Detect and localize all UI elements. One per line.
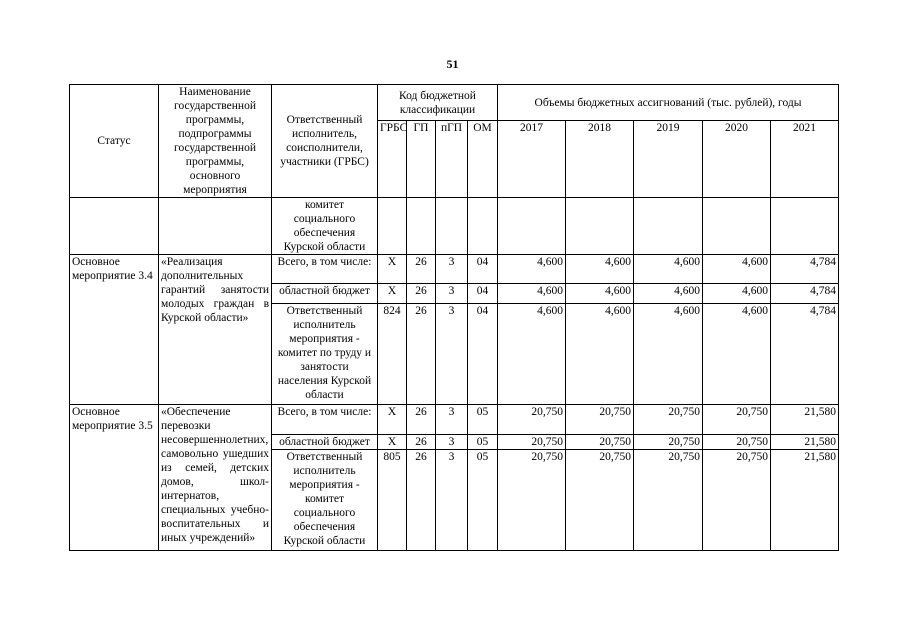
value-cell: 20,750 xyxy=(634,450,703,551)
value-cell: 21,580 xyxy=(771,450,839,551)
budget-table xyxy=(69,84,839,551)
code-gp-cell: 26 xyxy=(407,450,436,551)
value-cell: 21,580 xyxy=(771,435,839,450)
value-cell: 4,600 xyxy=(566,304,634,405)
header-year: 2020 xyxy=(703,121,771,198)
value-cell: 21,580 xyxy=(771,405,839,435)
executor-cell: комитет социального обеспечения Курской области xyxy=(272,198,378,255)
code-pgp-cell: 3 xyxy=(436,450,468,551)
code-pgp-cell: 3 xyxy=(436,255,468,284)
header-row-1 xyxy=(70,85,839,121)
header-code-group: Код бюджетной классификации xyxy=(378,85,498,121)
value-cell: 20,750 xyxy=(634,435,703,450)
value-cell: 20,750 xyxy=(703,450,771,551)
code-gp-cell: 26 xyxy=(407,435,436,450)
value-cell: 4,600 xyxy=(498,304,566,405)
value-cell: 20,750 xyxy=(703,435,771,450)
code-gp-cell: 26 xyxy=(407,304,436,405)
executor-cell: Ответственный исполнитель мероприятия - комитет по труду и занятости населения Курской области xyxy=(272,304,378,405)
code-om-cell: 04 xyxy=(468,304,498,405)
executor-cell: Всего, в том числе: xyxy=(272,255,378,284)
header-year: 2019 xyxy=(634,121,703,198)
code-grbs-cell: 805 xyxy=(378,450,407,551)
header-year: 2018 xyxy=(566,121,634,198)
measure-name-cell: «Обеспечение перевозки несовершеннолетних, самовольно ушедших из семей, детских домов, школ-интернатов, специальных учебно-воспитательных и иных учреждений» xyxy=(159,405,272,551)
page-number: 51 xyxy=(446,57,459,71)
value-cell: 4,784 xyxy=(771,284,839,304)
table-row xyxy=(70,255,839,284)
code-gp-cell: 26 xyxy=(407,405,436,435)
executor-cell: областной бюджет xyxy=(272,435,378,450)
code-om-cell: 05 xyxy=(468,405,498,435)
status-cell: Основное мероприятие 3.5 xyxy=(70,405,159,551)
code-om-cell: 04 xyxy=(468,284,498,304)
table-row xyxy=(70,405,839,435)
value-cell: 20,750 xyxy=(498,450,566,551)
value-cell: 4,600 xyxy=(634,284,703,304)
value-cell: 4,784 xyxy=(771,304,839,405)
code-pgp-cell: 3 xyxy=(436,405,468,435)
executor-cell: областной бюджет xyxy=(272,284,378,304)
status-cell: Основное мероприятие 3.4 xyxy=(70,255,159,405)
value-cell: 4,600 xyxy=(703,255,771,284)
header-code-gp: ГП xyxy=(407,121,436,198)
value-cell: 4,600 xyxy=(703,304,771,405)
value-cell: 4,600 xyxy=(703,284,771,304)
value-cell: 20,750 xyxy=(703,405,771,435)
value-cell: 4,600 xyxy=(498,255,566,284)
header-year: 2021 xyxy=(771,121,839,198)
header-code-om: ОМ xyxy=(468,121,498,198)
value-cell: 4,600 xyxy=(566,284,634,304)
code-grbs-cell: X xyxy=(378,435,407,450)
value-cell: 20,750 xyxy=(498,435,566,450)
header-status: Статус xyxy=(70,85,159,198)
value-cell: 20,750 xyxy=(498,405,566,435)
code-grbs-cell: X xyxy=(378,284,407,304)
value-cell: 20,750 xyxy=(566,435,634,450)
value-cell: 4,600 xyxy=(566,255,634,284)
code-grbs-cell: X xyxy=(378,255,407,284)
header-name: Наименование государственной программы, подпрограммы государственной программы, основного мероприятия xyxy=(159,85,272,198)
code-om-cell: 05 xyxy=(468,450,498,551)
code-pgp-cell: 3 xyxy=(436,435,468,450)
header-code-pgp: пГП xyxy=(436,121,468,198)
code-grbs-cell: X xyxy=(378,405,407,435)
header-volume-group: Объемы бюджетных ассигнований (тыс. рублей), годы xyxy=(498,85,839,121)
value-cell: 4,600 xyxy=(498,284,566,304)
code-pgp-cell: 3 xyxy=(436,304,468,405)
executor-cell: Всего, в том числе: xyxy=(272,405,378,435)
value-cell: 4,600 xyxy=(634,304,703,405)
code-om-cell: 04 xyxy=(468,255,498,284)
header-code-grbs: ГРБС xyxy=(378,121,407,198)
code-gp-cell: 26 xyxy=(407,284,436,304)
code-gp-cell: 26 xyxy=(407,255,436,284)
code-pgp-cell: 3 xyxy=(436,284,468,304)
value-cell: 20,750 xyxy=(634,405,703,435)
value-cell: 4,600 xyxy=(634,255,703,284)
executor-cell: Ответственный исполнитель мероприятия - комитет социального обеспечения Курской области xyxy=(272,450,378,551)
code-grbs-cell: 824 xyxy=(378,304,407,405)
header-year: 2017 xyxy=(498,121,566,198)
value-cell: 20,750 xyxy=(566,405,634,435)
table-row xyxy=(70,198,839,255)
value-cell: 4,784 xyxy=(771,255,839,284)
header-executor: Ответственный исполнитель, соисполнители, участники (ГРБС) xyxy=(272,85,378,198)
measure-name-cell: «Реализация дополнительных гарантий занятости молодых граждан в Курской области» xyxy=(159,255,272,405)
code-om-cell: 05 xyxy=(468,435,498,450)
value-cell: 20,750 xyxy=(566,450,634,551)
